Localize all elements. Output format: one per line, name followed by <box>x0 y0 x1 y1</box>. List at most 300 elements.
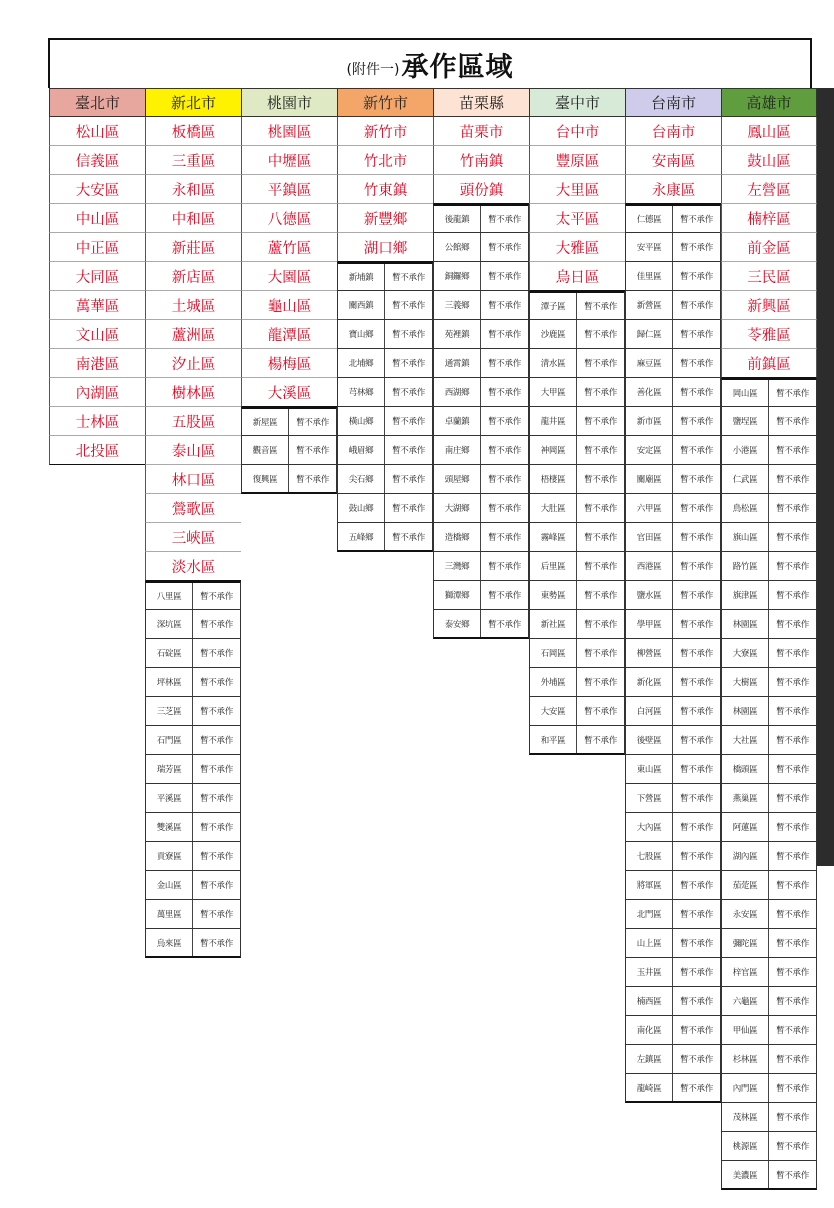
not-accepted-district: 東勢區 <box>530 581 577 609</box>
status-label: 暫不承作 <box>584 504 617 514</box>
not-accepted-district: 北埔鄉 <box>338 349 385 377</box>
not-accepted-district: 茄萣區 <box>722 871 769 899</box>
status-label: 暫不承作 <box>488 215 521 225</box>
status-label: 暫不承作 <box>776 649 809 659</box>
not-accepted-district: 岡山區 <box>722 380 769 406</box>
not-accepted-row <box>625 552 721 581</box>
status-label: 暫不承作 <box>680 359 713 369</box>
status-label: 暫不承作 <box>776 794 809 804</box>
accepted-district: 新莊區 <box>145 233 241 262</box>
not-accepted-row <box>337 320 433 349</box>
status-label: 暫不承作 <box>680 707 713 717</box>
status-label: 暫不承作 <box>392 359 425 369</box>
status-label: 暫不承作 <box>392 504 425 514</box>
scan-edge-bar <box>817 88 834 866</box>
not-accepted-district: 通霄鎮 <box>434 349 481 377</box>
region-header: 臺北市 <box>49 88 145 117</box>
not-accepted-district: 後龍鎮 <box>434 206 481 232</box>
status-label: 暫不承作 <box>584 562 617 572</box>
not-accepted-district: 八里區 <box>146 583 193 609</box>
status-label: 暫不承作 <box>488 504 521 514</box>
accepted-district: 平鎮區 <box>241 175 337 204</box>
not-accepted-row <box>337 523 433 552</box>
not-accepted-row <box>625 1074 721 1103</box>
accepted-district: 苗栗市 <box>433 117 529 146</box>
accepted-district: 豐原區 <box>529 146 625 175</box>
status-label: 暫不承作 <box>392 273 425 283</box>
page-title: 承作區域 <box>401 51 514 83</box>
status-label: 暫不承作 <box>680 852 713 862</box>
not-accepted-row <box>529 552 625 581</box>
not-accepted-row <box>625 987 721 1016</box>
not-accepted-district: 龍崎區 <box>626 1074 673 1101</box>
not-accepted-row <box>433 436 529 465</box>
not-accepted-district: 復興區 <box>242 465 289 492</box>
not-accepted-row <box>721 610 817 639</box>
status-label: 暫不承作 <box>392 532 425 543</box>
not-accepted-district: 外埔區 <box>530 668 577 696</box>
status-label: 暫不承作 <box>776 852 809 862</box>
not-accepted-row <box>529 291 625 320</box>
status-label: 暫不承作 <box>200 592 233 602</box>
accepted-district: 蘆竹區 <box>241 233 337 262</box>
accepted-district: 竹東鎮 <box>337 175 433 204</box>
not-accepted-district: 佳里區 <box>626 262 673 290</box>
not-accepted-district: 玉井區 <box>626 958 673 986</box>
not-accepted-district: 頭屋鄉 <box>434 465 481 493</box>
region-header: 新竹市 <box>337 88 433 117</box>
not-accepted-row <box>721 436 817 465</box>
not-accepted-district: 北門區 <box>626 900 673 928</box>
not-accepted-district: 美濃區 <box>722 1161 769 1188</box>
not-accepted-row <box>625 465 721 494</box>
not-accepted-district: 石碇區 <box>146 639 193 667</box>
accepted-district: 中壢區 <box>241 146 337 175</box>
status-label: 暫不承作 <box>680 881 713 891</box>
status-label: 暫不承作 <box>584 735 617 746</box>
accepted-district: 淡水區 <box>145 552 241 581</box>
not-accepted-district: 林園區 <box>722 610 769 638</box>
not-accepted-row <box>625 784 721 813</box>
not-accepted-row <box>625 1016 721 1045</box>
not-accepted-district: 峨眉鄉 <box>338 436 385 464</box>
region-column <box>433 88 529 639</box>
not-accepted-row <box>433 204 529 233</box>
not-accepted-district: 石岡區 <box>530 639 577 667</box>
not-accepted-row <box>145 813 241 842</box>
status-label: 暫不承作 <box>776 1026 809 1036</box>
not-accepted-row <box>433 523 529 552</box>
not-accepted-district: 鳥松區 <box>722 494 769 522</box>
accepted-district: 永康區 <box>625 175 721 204</box>
not-accepted-district: 新市區 <box>626 407 673 435</box>
not-accepted-district: 沙鹿區 <box>530 320 577 348</box>
accepted-district: 松山區 <box>49 117 145 146</box>
accepted-district: 大里區 <box>529 175 625 204</box>
not-accepted-row <box>145 929 241 958</box>
status-label: 暫不承作 <box>488 475 521 485</box>
not-accepted-row <box>721 900 817 929</box>
not-accepted-district: 仁武區 <box>722 465 769 493</box>
status-label: 暫不承作 <box>680 301 713 311</box>
not-accepted-row <box>337 349 433 378</box>
not-accepted-row <box>721 987 817 1016</box>
status-label: 暫不承作 <box>776 765 809 775</box>
not-accepted-district: 大湖鄉 <box>434 494 481 522</box>
not-accepted-row <box>721 958 817 987</box>
status-label: 暫不承作 <box>200 823 233 833</box>
accepted-district: 新豐鄉 <box>337 204 433 233</box>
not-accepted-district: 潭子區 <box>530 293 577 319</box>
not-accepted-district: 三義鄉 <box>434 291 481 319</box>
not-accepted-row <box>241 465 337 494</box>
not-accepted-district: 學甲區 <box>626 610 673 638</box>
not-accepted-row <box>721 1132 817 1161</box>
status-label: 暫不承作 <box>680 678 713 688</box>
status-label: 暫不承作 <box>776 678 809 688</box>
not-accepted-row <box>529 407 625 436</box>
status-label: 暫不承作 <box>680 1026 713 1036</box>
not-accepted-row <box>529 581 625 610</box>
not-accepted-district: 六甲區 <box>626 494 673 522</box>
status-label: 暫不承作 <box>680 562 713 572</box>
status-label: 暫不承作 <box>584 388 617 398</box>
accepted-district: 苓雅區 <box>721 320 817 349</box>
not-accepted-district: 和平區 <box>530 726 577 753</box>
status-label: 暫不承作 <box>680 939 713 949</box>
not-accepted-row <box>721 726 817 755</box>
not-accepted-row <box>145 871 241 900</box>
not-accepted-row <box>625 494 721 523</box>
accepted-district: 左營區 <box>721 175 817 204</box>
not-accepted-row <box>529 697 625 726</box>
not-accepted-district: 後壁區 <box>626 726 673 754</box>
not-accepted-district: 新社區 <box>530 610 577 638</box>
not-accepted-row <box>625 204 721 233</box>
not-accepted-district: 左鎮區 <box>626 1045 673 1073</box>
status-label: 暫不承作 <box>776 939 809 949</box>
not-accepted-district: 大內區 <box>626 813 673 841</box>
not-accepted-row <box>625 291 721 320</box>
not-accepted-district: 路竹區 <box>722 552 769 580</box>
not-accepted-row <box>145 610 241 639</box>
not-accepted-row <box>625 610 721 639</box>
not-accepted-row <box>625 929 721 958</box>
not-accepted-district: 旗津區 <box>722 581 769 609</box>
not-accepted-district: 三芝區 <box>146 697 193 725</box>
not-accepted-row <box>721 552 817 581</box>
not-accepted-district: 南化區 <box>626 1016 673 1044</box>
not-accepted-row <box>529 494 625 523</box>
accepted-district: 三峽區 <box>145 523 241 552</box>
not-accepted-district: 新埔鎮 <box>338 264 385 290</box>
not-accepted-row <box>529 668 625 697</box>
not-accepted-district: 后里區 <box>530 552 577 580</box>
accepted-district: 萬華區 <box>49 291 145 320</box>
not-accepted-row <box>625 900 721 929</box>
not-accepted-row <box>337 465 433 494</box>
not-accepted-district: 寶山鄉 <box>338 320 385 348</box>
status-label: 暫不承作 <box>296 446 329 456</box>
status-label: 暫不承作 <box>680 997 713 1007</box>
not-accepted-district: 甲仙區 <box>722 1016 769 1044</box>
status-label: 暫不承作 <box>392 417 425 427</box>
status-label: 暫不承作 <box>680 736 713 746</box>
not-accepted-district: 三灣鄉 <box>434 552 481 580</box>
not-accepted-district: 大肚區 <box>530 494 577 522</box>
status-label: 暫不承作 <box>392 301 425 311</box>
status-label: 暫不承作 <box>680 591 713 601</box>
not-accepted-row <box>433 610 529 639</box>
not-accepted-row <box>625 378 721 407</box>
not-accepted-row <box>625 668 721 697</box>
not-accepted-row <box>625 842 721 871</box>
status-label: 暫不承作 <box>680 243 713 253</box>
not-accepted-row <box>241 436 337 465</box>
status-label: 暫不承作 <box>200 678 233 688</box>
accepted-district: 龍潭區 <box>241 320 337 349</box>
not-accepted-row <box>529 639 625 668</box>
accepted-district: 三重區 <box>145 146 241 175</box>
status-label: 暫不承作 <box>680 388 713 398</box>
not-accepted-row <box>721 407 817 436</box>
region-column <box>625 88 721 1103</box>
status-label: 暫不承作 <box>680 794 713 804</box>
status-label: 暫不承作 <box>776 823 809 833</box>
not-accepted-row <box>721 581 817 610</box>
not-accepted-district: 鹽水區 <box>626 581 673 609</box>
status-label: 暫不承作 <box>776 707 809 717</box>
region-column <box>145 88 241 958</box>
status-label: 暫不承作 <box>584 591 617 601</box>
not-accepted-district: 內門區 <box>722 1074 769 1102</box>
not-accepted-row <box>721 639 817 668</box>
not-accepted-row <box>433 378 529 407</box>
not-accepted-row <box>145 900 241 929</box>
not-accepted-row <box>721 1074 817 1103</box>
region-header: 苗栗縣 <box>433 88 529 117</box>
status-label: 暫不承作 <box>584 678 617 688</box>
not-accepted-row <box>529 523 625 552</box>
not-accepted-row <box>529 378 625 407</box>
status-label: 暫不承作 <box>584 475 617 485</box>
status-label: 暫不承作 <box>680 533 713 543</box>
accepted-district: 新興區 <box>721 291 817 320</box>
status-label: 暫不承作 <box>776 997 809 1007</box>
not-accepted-row <box>721 1045 817 1074</box>
status-label: 暫不承作 <box>776 591 809 601</box>
not-accepted-row <box>433 407 529 436</box>
not-accepted-row <box>433 262 529 291</box>
status-label: 暫不承作 <box>200 852 233 862</box>
status-label: 暫不承作 <box>776 910 809 920</box>
status-label: 暫不承作 <box>584 417 617 427</box>
accepted-district: 永和區 <box>145 175 241 204</box>
not-accepted-district: 深坑區 <box>146 610 193 638</box>
not-accepted-district: 旗山區 <box>722 523 769 551</box>
accepted-district: 鳳山區 <box>721 117 817 146</box>
accepted-district: 大安區 <box>49 175 145 204</box>
status-label: 暫不承作 <box>488 272 521 282</box>
not-accepted-row <box>529 349 625 378</box>
not-accepted-district: 霧峰區 <box>530 523 577 551</box>
not-accepted-district: 小港區 <box>722 436 769 464</box>
accepted-district: 文山區 <box>49 320 145 349</box>
status-label: 暫不承作 <box>680 504 713 514</box>
accepted-district: 蘆洲區 <box>145 320 241 349</box>
status-label: 暫不承作 <box>680 910 713 920</box>
accepted-district: 北投區 <box>49 436 145 465</box>
not-accepted-district: 梧棲區 <box>530 465 577 493</box>
status-label: 暫不承作 <box>776 881 809 891</box>
not-accepted-district: 燕巢區 <box>722 784 769 812</box>
not-accepted-district: 神岡區 <box>530 436 577 464</box>
not-accepted-row <box>625 581 721 610</box>
not-accepted-district: 湖內區 <box>722 842 769 870</box>
not-accepted-district: 官田區 <box>626 523 673 551</box>
not-accepted-row <box>625 349 721 378</box>
not-accepted-district: 龍井區 <box>530 407 577 435</box>
status-label: 暫不承作 <box>584 533 617 543</box>
not-accepted-row <box>721 1016 817 1045</box>
status-label: 暫不承作 <box>488 446 521 456</box>
status-label: 暫不承作 <box>392 330 425 340</box>
not-accepted-district: 七股區 <box>626 842 673 870</box>
status-label: 暫不承作 <box>776 736 809 746</box>
status-label: 暫不承作 <box>200 910 233 920</box>
status-label: 暫不承作 <box>584 649 617 659</box>
not-accepted-row <box>145 581 241 610</box>
accepted-district: 大同區 <box>49 262 145 291</box>
not-accepted-row <box>625 1045 721 1074</box>
accepted-district: 台南市 <box>625 117 721 146</box>
not-accepted-district: 桃源區 <box>722 1132 769 1160</box>
not-accepted-row <box>721 929 817 958</box>
not-accepted-district: 觀音區 <box>242 436 289 464</box>
accepted-district: 士林區 <box>49 407 145 436</box>
not-accepted-district: 東山區 <box>626 755 673 783</box>
not-accepted-row <box>721 1103 817 1132</box>
status-label: 暫不承作 <box>488 619 521 630</box>
region-column <box>721 88 817 1190</box>
status-label: 暫不承作 <box>680 446 713 456</box>
status-label: 暫不承作 <box>584 302 617 312</box>
status-label: 暫不承作 <box>680 330 713 340</box>
accepted-district: 竹北市 <box>337 146 433 175</box>
not-accepted-district: 永安區 <box>722 900 769 928</box>
accepted-district: 頭份鎮 <box>433 175 529 204</box>
status-label: 暫不承作 <box>296 418 329 428</box>
not-accepted-district: 平溪區 <box>146 784 193 812</box>
status-label: 暫不承作 <box>584 446 617 456</box>
not-accepted-row <box>625 755 721 784</box>
not-accepted-district: 苑裡鎮 <box>434 320 481 348</box>
accepted-district: 大雅區 <box>529 233 625 262</box>
not-accepted-district: 大寮區 <box>722 639 769 667</box>
accepted-district: 台中市 <box>529 117 625 146</box>
status-label: 暫不承作 <box>584 707 617 717</box>
status-label: 暫不承作 <box>200 649 233 659</box>
not-accepted-district: 下營區 <box>626 784 673 812</box>
not-accepted-row <box>145 726 241 755</box>
not-accepted-district: 關廟區 <box>626 465 673 493</box>
not-accepted-row <box>337 262 433 291</box>
status-label: 暫不承作 <box>680 417 713 427</box>
not-accepted-district: 銅鑼鄉 <box>434 262 481 290</box>
not-accepted-district: 卓蘭鎮 <box>434 407 481 435</box>
not-accepted-row <box>721 755 817 784</box>
status-label: 暫不承作 <box>776 504 809 514</box>
not-accepted-row <box>625 233 721 262</box>
not-accepted-district: 南庄鄉 <box>434 436 481 464</box>
status-label: 暫不承作 <box>488 533 521 543</box>
not-accepted-row <box>145 639 241 668</box>
accepted-district: 板橋區 <box>145 117 241 146</box>
accepted-district: 鶯歌區 <box>145 494 241 523</box>
not-accepted-row <box>433 465 529 494</box>
region-header: 高雄市 <box>721 88 817 117</box>
accepted-district: 湖口鄉 <box>337 233 433 262</box>
accepted-district: 烏日區 <box>529 262 625 291</box>
not-accepted-district: 安平區 <box>626 233 673 261</box>
accepted-district: 泰山區 <box>145 436 241 465</box>
status-label: 暫不承作 <box>200 938 233 949</box>
not-accepted-district: 歸仁區 <box>626 320 673 348</box>
accepted-district: 鼓山區 <box>721 146 817 175</box>
status-label: 暫不承作 <box>776 1055 809 1065</box>
not-accepted-row <box>241 407 337 436</box>
status-label: 暫不承作 <box>488 417 521 427</box>
status-label: 暫不承作 <box>680 215 713 225</box>
region-header: 台南市 <box>625 88 721 117</box>
not-accepted-district: 烏來區 <box>146 929 193 956</box>
region-column <box>49 88 145 465</box>
not-accepted-district: 將軍區 <box>626 871 673 899</box>
accepted-district: 中山區 <box>49 204 145 233</box>
not-accepted-district: 杉林區 <box>722 1045 769 1073</box>
not-accepted-row <box>529 726 625 755</box>
accepted-district: 前鎮區 <box>721 349 817 378</box>
status-label: 暫不承作 <box>488 301 521 311</box>
status-label: 暫不承作 <box>488 243 521 253</box>
not-accepted-district: 山上區 <box>626 929 673 957</box>
status-label: 暫不承作 <box>680 823 713 833</box>
not-accepted-row <box>625 523 721 552</box>
status-label: 暫不承作 <box>776 1084 809 1094</box>
not-accepted-district: 造橋鄉 <box>434 523 481 551</box>
not-accepted-district: 貢寮區 <box>146 842 193 870</box>
not-accepted-district: 公館鄉 <box>434 233 481 261</box>
accepted-district: 竹南鎮 <box>433 146 529 175</box>
status-label: 暫不承作 <box>392 475 425 485</box>
title-box <box>48 38 812 88</box>
accepted-district: 內湖區 <box>49 378 145 407</box>
status-label: 暫不承作 <box>488 562 521 572</box>
not-accepted-row <box>337 494 433 523</box>
not-accepted-row <box>337 291 433 320</box>
accepted-district: 大園區 <box>241 262 337 291</box>
not-accepted-district: 鹽埕區 <box>722 407 769 435</box>
status-label: 暫不承作 <box>200 620 233 630</box>
accepted-district: 中和區 <box>145 204 241 233</box>
accepted-district: 楊梅區 <box>241 349 337 378</box>
not-accepted-row <box>433 349 529 378</box>
not-accepted-row <box>625 320 721 349</box>
status-label: 暫不承作 <box>776 1142 809 1152</box>
not-accepted-row <box>721 378 817 407</box>
not-accepted-row <box>433 233 529 262</box>
status-label: 暫不承作 <box>200 794 233 804</box>
